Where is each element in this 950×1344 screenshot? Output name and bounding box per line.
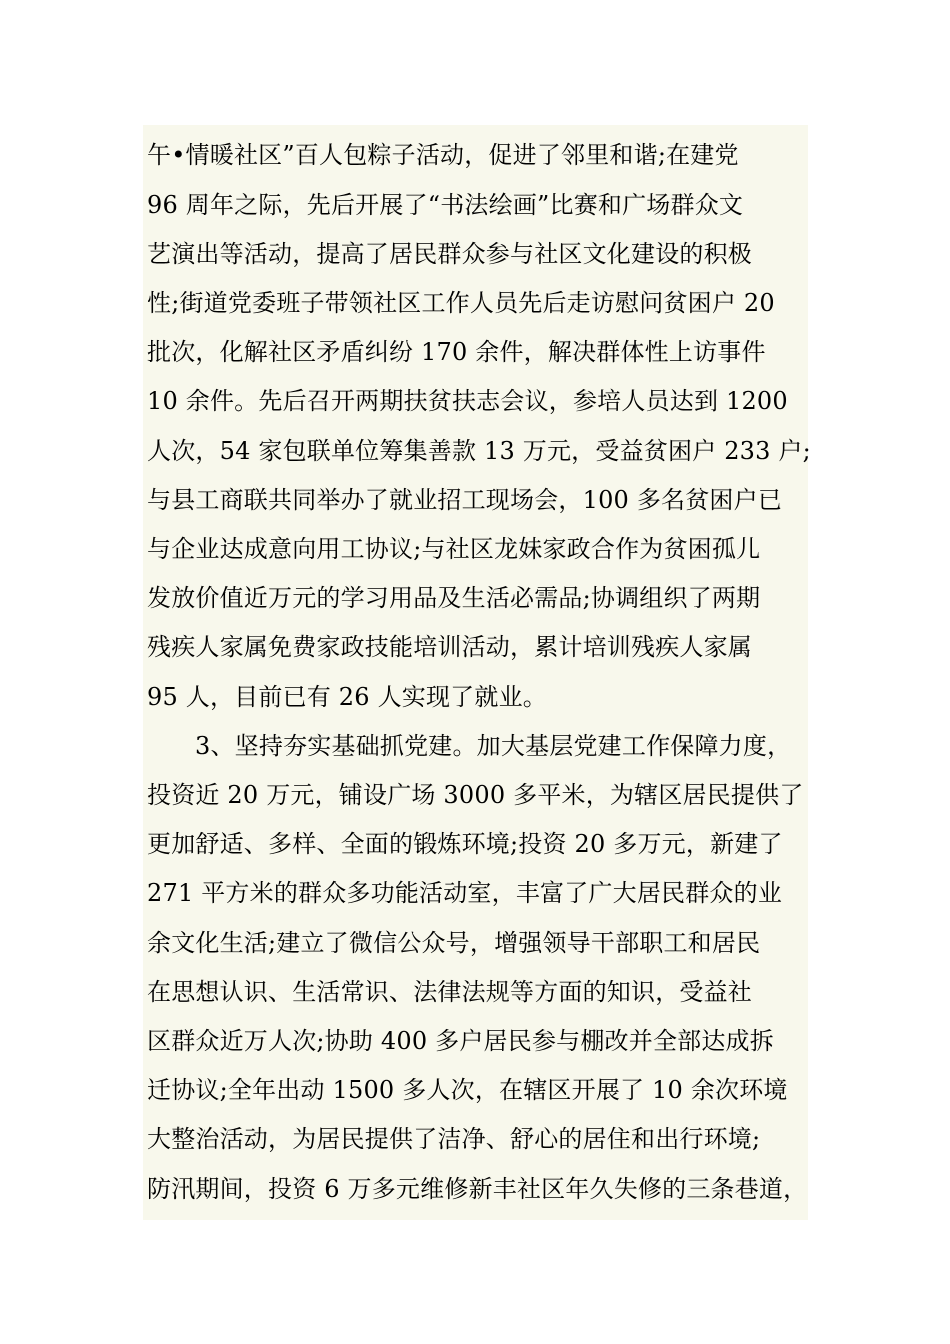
text-line: 投资近 20 万元，铺设广场 3000 多平米，为辖区居民提供了 [147, 781, 804, 809]
text-line: 95 人，目前已有 26 人实现了就业。 [147, 683, 547, 711]
text-line: 在思想认识、生活常识、法律法规等方面的知识，受益社 [147, 978, 752, 1006]
text-line: 与企业达成意向用工协议;与社区龙妹家政合作为贫困孤儿 [147, 535, 761, 563]
text-line: 残疾人家属免费家政技能培训活动，累计培训残疾人家属 [147, 633, 752, 661]
text-line: 防汛期间，投资 6 万多元维修新丰社区年久失修的三条巷道， [147, 1175, 808, 1203]
text-line: 发放价值近万元的学习用品及生活必需品;协调组织了两期 [147, 584, 761, 612]
document-text-block [143, 125, 811, 1220]
text-line: 余文化生活;建立了微信公众号，增强领导干部职工和居民 [147, 929, 761, 957]
text-line: 区群众近万人次;协助 400 多户居民参与棚改并全部达成拆 [147, 1027, 774, 1055]
section-heading-line: 3、坚持夯实基础抓党建。加大基层党建工作保障力度， [195, 732, 792, 760]
text-line: 更加舒适、多样、全面的锻炼环境;投资 20 多万元，新建了 [147, 830, 783, 858]
text-line: 迁协议;全年出动 1500 多人次，在辖区开展了 10 余次环境 [147, 1076, 788, 1104]
text-line: 批次，化解社区矛盾纠纷 170 余件，解决群体性上访事件 [147, 338, 766, 366]
text-line: 大整治活动，为居民提供了洁净、舒心的居住和出行环境; [147, 1125, 761, 1153]
text-line: 人次，54 家包联单位筹集善款 13 万元，受益贫困户 233 户; [147, 437, 811, 465]
text-line: 午•情暖社区”百人包粽子活动，促进了邻里和谐;在建党 [147, 141, 739, 169]
text-line: 271 平方米的群众多功能活动室，丰富了广大居民群众的业 [147, 879, 783, 907]
text-line: 性;街道党委班子带领社区工作人员先后走访慰问贫困户 20 [147, 289, 775, 317]
text-line: 10 余件。先后召开两期扶贫扶志会议，参培人员达到 1200 [147, 387, 788, 415]
text-line: 96 周年之际，先后开展了“书法绘画”比赛和广场群众文 [147, 191, 744, 219]
text-line: 与县工商联共同举办了就业招工现场会，100 多名贫困户已 [147, 486, 783, 514]
text-line: 艺演出等活动，提高了居民群众参与社区文化建设的积极 [147, 240, 752, 268]
